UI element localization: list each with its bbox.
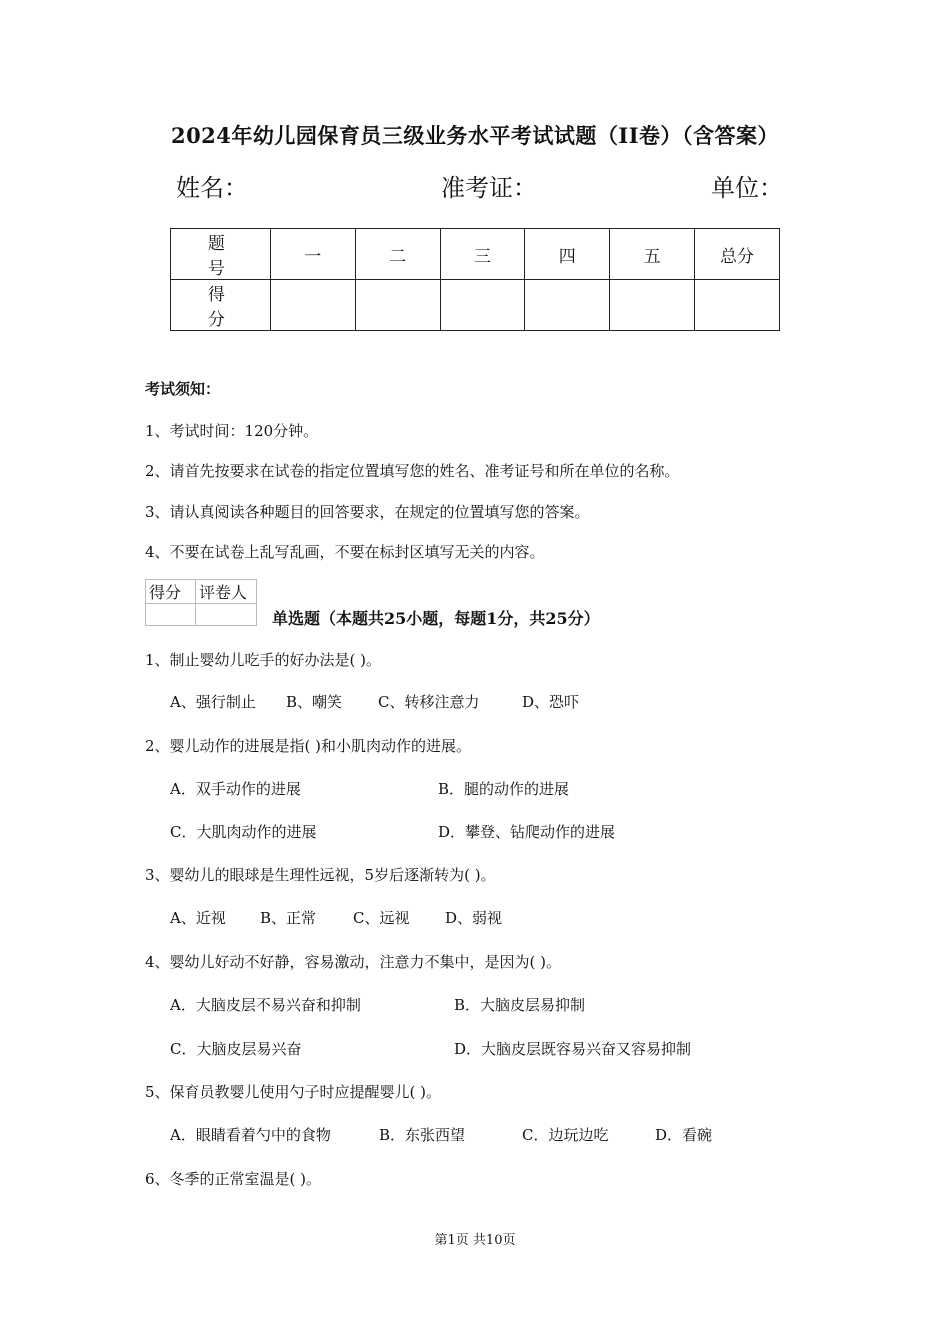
question-option: A．眼睛看着勺中的食物 <box>170 1126 331 1144</box>
notice-item: 2、请首先按要求在试卷的指定位置填写您的姓名、准考证号和所在单位的名称。 <box>145 462 680 480</box>
page-footer: 第1页 共10页 <box>434 1233 516 1248</box>
name-label: 姓名： <box>176 174 248 202</box>
question-option: B．大脑皮层易抑制 <box>454 996 586 1014</box>
question-option: D．大脑皮层既容易兴奋又容易抑制 <box>454 1040 692 1058</box>
notice-item: 4、不要在试卷上乱写乱画，不要在标封区填写无关的内容。 <box>145 543 545 561</box>
question-option: B．腿的动作的进展 <box>438 780 570 798</box>
column-header: 三 <box>440 229 525 280</box>
question-stem: 1、制止婴幼儿吃手的好办法是( )。 <box>145 651 382 669</box>
question-option: B．东张西望 <box>379 1126 466 1144</box>
question-number-label: 题 号 <box>171 229 271 280</box>
column-header: 五 <box>610 229 695 280</box>
grader-name-label: 评卷人 <box>196 580 257 604</box>
question-stem: 4、婴幼儿好动不好静，容易激动，注意力不集中，是因为( )。 <box>145 953 562 971</box>
question-stem: 6、冬季的正常室温是( )。 <box>145 1170 322 1188</box>
question-option: D．攀登、钻爬动作的进展 <box>438 823 616 841</box>
question-option: A、强行制止 <box>170 693 256 711</box>
question-stem: 2、婴儿动作的进展是指( )和小肌肉动作的进展。 <box>145 737 472 755</box>
column-header: 总分 <box>695 229 780 280</box>
notice-item: 3、请认真阅读各种题目的回答要求，在规定的位置填写您的答案。 <box>145 503 590 521</box>
column-header: 四 <box>525 229 610 280</box>
notice-item: 1、考试时间：120分钟。 <box>145 422 319 440</box>
score-cell <box>525 280 610 331</box>
score-cell <box>695 280 780 331</box>
score-cell <box>355 280 440 331</box>
question-option: D、恐吓 <box>522 693 580 711</box>
question-option: D、弱视 <box>445 909 503 927</box>
question-option: C、转移注意力 <box>378 693 480 711</box>
question-option: D．看碗 <box>655 1126 713 1144</box>
score-table <box>170 228 780 331</box>
column-header: 二 <box>355 229 440 280</box>
question-option: A、近视 <box>170 909 226 927</box>
score-cell <box>440 280 525 331</box>
grader-box <box>145 579 257 626</box>
question-option: C．边玩边吃 <box>522 1126 609 1144</box>
question-option: C．大脑皮层易兴奋 <box>170 1040 302 1058</box>
score-cell <box>270 280 355 331</box>
question-option: B、正常 <box>260 909 317 927</box>
question-option: A．大脑皮层不易兴奋和抑制 <box>170 996 361 1014</box>
section-title: 单选题（本题共25小题，每题1分，共25分） <box>272 609 600 628</box>
score-label: 得 分 <box>171 280 271 331</box>
question-option: C．大肌肉动作的进展 <box>170 823 317 841</box>
question-option: A．双手动作的进展 <box>170 780 301 798</box>
score-table-header-row <box>171 229 780 280</box>
score-table-score-row <box>171 280 780 331</box>
notice-title: 考试须知： <box>145 380 221 398</box>
question-option: B、嘲笑 <box>286 693 343 711</box>
grader-name-cell <box>196 604 257 626</box>
grader-score-cell <box>146 604 196 626</box>
question-stem: 3、婴幼儿的眼球是生理性远视，5岁后逐渐转为( )。 <box>145 866 496 884</box>
exam-title: 2024年幼儿园保育员三级业务水平考试试题（II卷）（含答案） <box>170 123 780 148</box>
column-header: 一 <box>270 229 355 280</box>
question-stem: 5、保育员教婴儿使用勺子时应提醒婴儿( )。 <box>145 1083 442 1101</box>
question-option: C、远视 <box>353 909 410 927</box>
score-cell <box>610 280 695 331</box>
unit-label: 单位： <box>711 174 783 202</box>
exam-number-label: 准考证： <box>441 174 537 202</box>
grader-score-label: 得分 <box>146 580 196 604</box>
